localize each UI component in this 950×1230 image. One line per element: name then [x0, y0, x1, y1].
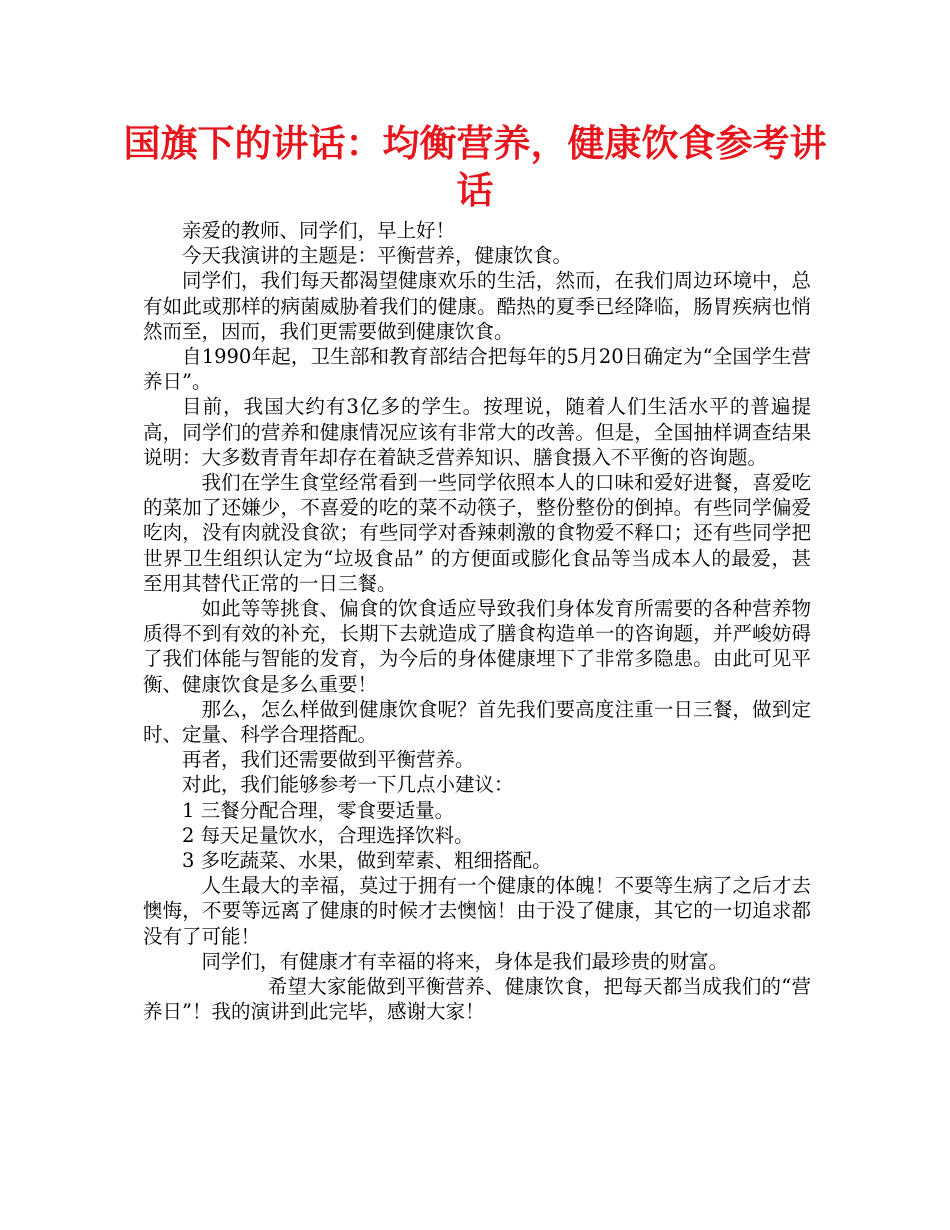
paragraph: 我们在学生食堂经常看到一些同学依照本人的口味和爱好进餐，喜爱吃的菜加了还嫌少，不喜爱的吃的菜不动筷子，整份整份的倒掉。有些同学偏爱吃肉，没有肉就没食欲；有些同学对香辣刺激的食物爱不释口；还有些同学把世界卫生组织认定为“垃圾食品” 的方便面或膨化食品等当成本人的最爱，甚至用其替代正常的一日三餐。	[143, 471, 811, 595]
paragraph-closing: 希望大家能做到平衡营养、健康饮食，把每天都当成我们的“营养日”！我的演讲到此完毕，感谢大家！	[143, 975, 811, 1024]
paragraph: 对此，我们能够参考一下几点小建议：	[182, 773, 514, 797]
paragraph: 那么，怎么样做到健康饮食呢？首先我们要高度注重一日三餐，做到定时、定量、科学合理搭配。	[143, 697, 811, 747]
paragraph: 人生最大的幸福，莫过于拥有一个健康的体魄！不要等生病了之后才去懊悔，不要等远离了健康的时候才去懊恼！由于没了健康，其它的一切追求都没有了可能！	[143, 874, 811, 948]
suggestion-item: 2 每天足量饮水，合理选择饮料。	[182, 823, 474, 847]
document-body	[143, 218, 811, 1025]
paragraph: 同学们，有健康才有幸福的将来，身体是我们最珍贵的财富。	[201, 949, 729, 973]
paragraph: 同学们，我们每天都渴望健康欢乐的生活，然而，在我们周边环境中，总有如此或那样的病菌威胁着我们的健康。酷热的夏季已经降临，肠胃疾病也悄然而至，因而，我们更需要做到健康饮食。	[143, 269, 811, 343]
paragraph: 如此等等挑食、偏食的饮食适应导致我们身体发育所需要的各种营养物质得不到有效的补充，长期下去就造成了膳食构造单一的咨询题，并严峻妨碍了我们体能与智能的发育，为今后的身体健康埋下了非常多隐患。由此可见平衡、健康饮食是多么重要！	[143, 597, 811, 696]
suggestion-item: 3 多吃蔬菜、水果，做到荤素、粗细搭配。	[182, 849, 552, 873]
paragraph: 自1990年起，卫生部和教育部结合把每年的5月20日确定为“全国学生营养日”。	[143, 345, 811, 394]
paragraph: 目前，我国大约有3亿多的学生。按理说，随着人们生活水平的普遍提高，同学们的营养和健康情况应该有非常大的改善。但是，全国抽样调查结果说明：大多数青青年却存在着缺乏营养知识、膳食摄入不平衡的咨询题。	[143, 395, 811, 469]
suggestion-item: 1 三餐分配合理，零食要适量。	[182, 798, 455, 822]
document-title: 国旗下的讲话：均衡营养，健康饮食参考讲话	[123, 122, 827, 212]
paragraph: 再者，我们还需要做到平衡营养。	[182, 748, 475, 772]
paragraph-greeting: 亲爱的教师、同学们，早上好！	[182, 219, 456, 242]
paragraph-topic: 今天我演讲的主题是：平衡营养，健康饮食。	[182, 244, 573, 268]
